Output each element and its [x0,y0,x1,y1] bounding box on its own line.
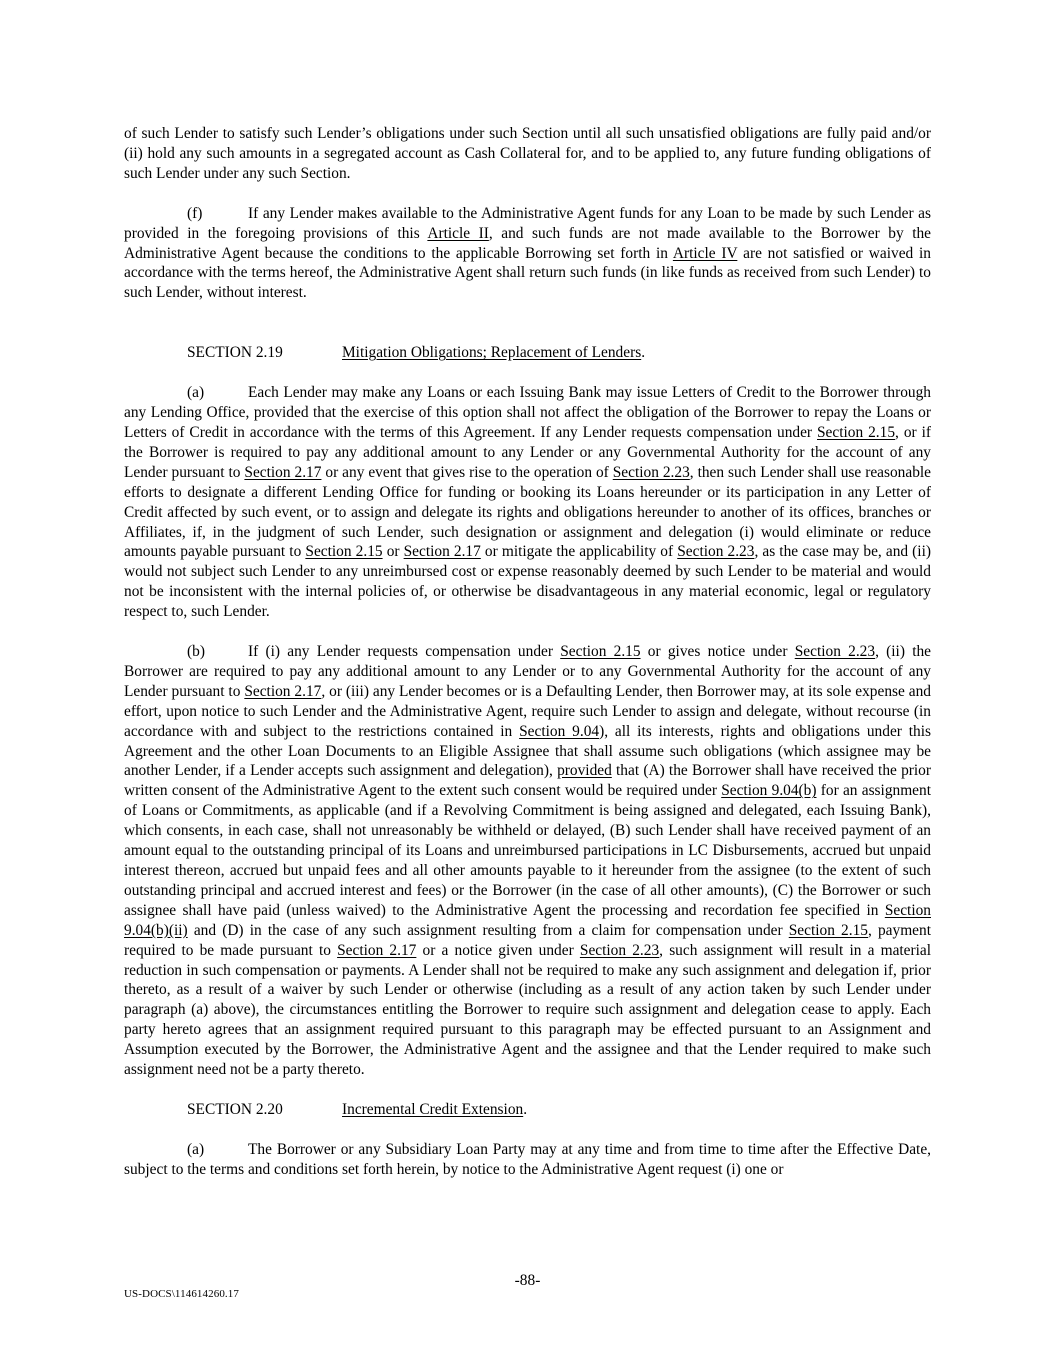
paragraph-text: ), all its interests, rights and obligations under this Agreement and the other Loan Documents to an Eligible Assignee that shall assume such obligations (which assignee may be another Lender, if a Lender accepts such assignment and delegation), [124,722,932,780]
continuation-paragraph [124,124,931,184]
paragraph-a-2-19 [124,383,931,622]
cross-reference-link[interactable]: Section 9.04(b) [721,782,817,800]
paragraph-number: (b) [187,643,205,661]
paragraph-b-2-19 [124,642,931,1080]
paragraph-text: are not satisfied or waived in accordance with the terms hereof, the Administrative Agent shall return such funds (in like funds as received from such Lender) to such Lender, without interest. [124,244,931,302]
paragraph-text: or mitigate the applicability of [480,543,678,561]
paragraph-f [124,204,931,304]
cross-reference-link[interactable]: Section 2.17 [403,543,481,561]
paragraph-number: (f) [187,204,203,222]
paragraph-text: If any Lender makes available to the Administrative Agent funds for any Loan to be made by such Lender as provided in the foregoing provisions of this [124,204,931,242]
cross-reference-link[interactable]: Section 2.15 [305,543,383,561]
page-number: -88- [514,1272,541,1289]
cross-reference-link[interactable]: Article II [427,224,489,242]
paragraph-text: The Borrower or any Subsidiary Loan Party may at any time and from time to time after the Effective Date, subject to the terms and conditions set forth herein, by notice to the Administrative Agent request (i) one or [124,1140,931,1178]
paragraph-text: If (i) any Lender requests compensation under [248,643,561,661]
provided-term: provided [557,762,612,780]
paragraph-text: , payment required to be made pursuant to [124,921,931,959]
paragraph-text: , as the case may be, and (ii) would not subject such Lender to any unreimbursed cost or expense reasonably deemed by such Lender to be material and would not be inconsistent with the internal policies of, or otherwise be disadvantageous in any material economic, legal or regulatory respect to, such Lender. [124,543,931,621]
section-title-period: . [641,344,646,362]
cross-reference-link[interactable]: Section 2.23 [579,941,660,959]
paragraph-text: , such assignment will result in a material reduction in such compensation or payments. A Lender shall not be required to make any such assignment and delegation if, prior thereto, as a result of a waiver by such Lender or otherwise (including as a result of any action taken by such Lender under paragraph (a) above), the circumstances entitling the Borrower to require such assignment and delegation cease to apply. Each party hereto agrees that an assignment required pursuant to this paragraph may be effected pursuant to an Assignment and Assumption executed by the Borrower, the Administrative Agent and the assignee and that the Lender required to make such assignment need not be a party thereto. [124,941,932,1079]
cross-reference-link[interactable]: Article IV [672,244,738,262]
paragraph-number: (a) [187,384,205,402]
document-body [124,124,931,1200]
section-title-period: . [523,1100,528,1118]
section-title: Mitigation Obligations; Replacement of Lenders [342,344,642,362]
paragraph-number: (a) [187,1140,205,1158]
document-id: US-DOCS\114614260.17 [124,1288,239,1300]
section-heading-2-20 [124,1100,931,1120]
cross-reference-link[interactable]: Section 2.17 [337,941,417,959]
paragraph-text: that (A) the Borrower shall have received the prior written consent of the Administrative Agent to the extent such consent would be required under [124,762,932,800]
paragraph-text: or [382,543,404,561]
paragraph-text: , or if the Borrower is required to pay any additional amount to any Lender or any Governmental Authority for the account of any Lender pursuant to [124,423,931,481]
section-heading-2-19 [124,343,931,363]
paragraph-text: or a notice given under [416,941,580,959]
paragraph-text: or any event that gives rise to the operation of [321,463,613,481]
cross-reference-link[interactable]: Section 2.17 [244,463,322,481]
cross-reference-link[interactable]: Section 2.15 [788,921,868,939]
cross-reference-link[interactable]: Section 9.04 [519,722,600,740]
paragraph-text: , or (iii) any Lender becomes or is a Defaulting Lender, then Borrower may, at its sole expense and effort, upon notice to such Lender and the Administrative Agent, require such Lender to assign and delegate, without recourse (in accordance with and subject to the restrictions contained in [124,682,931,740]
paragraph-text: Each Lender may make any Loans or each Issuing Bank may issue Letters of Credit to the Borrower through any Lending Office, provided that the exercise of this option shall not affect the obligation of the Borrower to repay the Loans or Letters of Credit in accordance with the terms of this Agreement. If any Lender requests compensation under [124,384,931,441]
section-number: SECTION 2.20 [187,1100,283,1118]
cross-reference-link[interactable]: Section 9.04(b)(ii) [124,901,931,939]
paragraph-text: and (D) in the case of any such assignment resulting from a claim for compensation under [187,921,789,939]
section-title: Incremental Credit Extension [342,1100,524,1118]
continuation-text: of such Lender to satisfy such Lender’s obligations under such Section until all such unsatisfied obligations are fully paid and/or (ii) hold any such amounts in a segregated account as Cash Collateral for, and to be applied to, any future funding obligations of such Lender under any such Section. [124,125,931,182]
paragraph-text: for an assignment of Loans or Commitments, as applicable (and if a Revolving Commitment is being assigned and delegated, each Issuing Bank), which consents, in each case, shall not unreasonably be withheld or delayed, (B) such Lender shall have received payment of an amount equal to the outstanding principal of its Loans and unreimbursed participations in LC Disbursements, accrued but unpaid interest thereon, accrued but unpaid fees and all other amounts payable to it hereunder from the assignee (to the extent of such outstanding principal and accrued interest and fees) or the Borrower (in the case of all other amounts), (C) the Borrower or such assignee shall have paid (unless waived) to the Administrative Agent the processing and recordation fee specified in [124,782,931,919]
cross-reference-link[interactable]: Section 2.17 [244,682,322,700]
paragraph-text: , (ii) the Borrower are required to pay any additional amount to any Lender or to any Governmental Authority for the account of any Lender pursuant to [124,643,931,700]
section-number: SECTION 2.19 [187,344,283,362]
cross-reference-link[interactable]: Section 2.15 [560,643,641,661]
cross-reference-link[interactable]: Section 2.23 [612,463,690,481]
cross-reference-link[interactable]: Section 2.23 [677,543,755,561]
cross-reference-link[interactable]: Section 2.23 [794,643,876,661]
cross-reference-link[interactable]: Section 2.15 [817,423,896,441]
paragraph-text: , and such funds are not made available to the Borrower by the Administrative Agent because the conditions to the applicable Borrowing set forth in [124,224,931,262]
paragraph-text: or gives notice under [640,643,795,661]
paragraph-text: , then such Lender shall use reasonable efforts to designate a different Lending Office for funding or booking its Loans hereunder or its participation in any Letter of Credit affected by such event, or to assign and delegate its rights and obligations hereunder to another of its offices, branches or Affiliates, if, in the judgment of such Lender, such designation or assignment and delegation (i) would eliminate or reduce amounts payable pursuant to [124,463,931,561]
paragraph-a-2-20 [124,1140,931,1180]
